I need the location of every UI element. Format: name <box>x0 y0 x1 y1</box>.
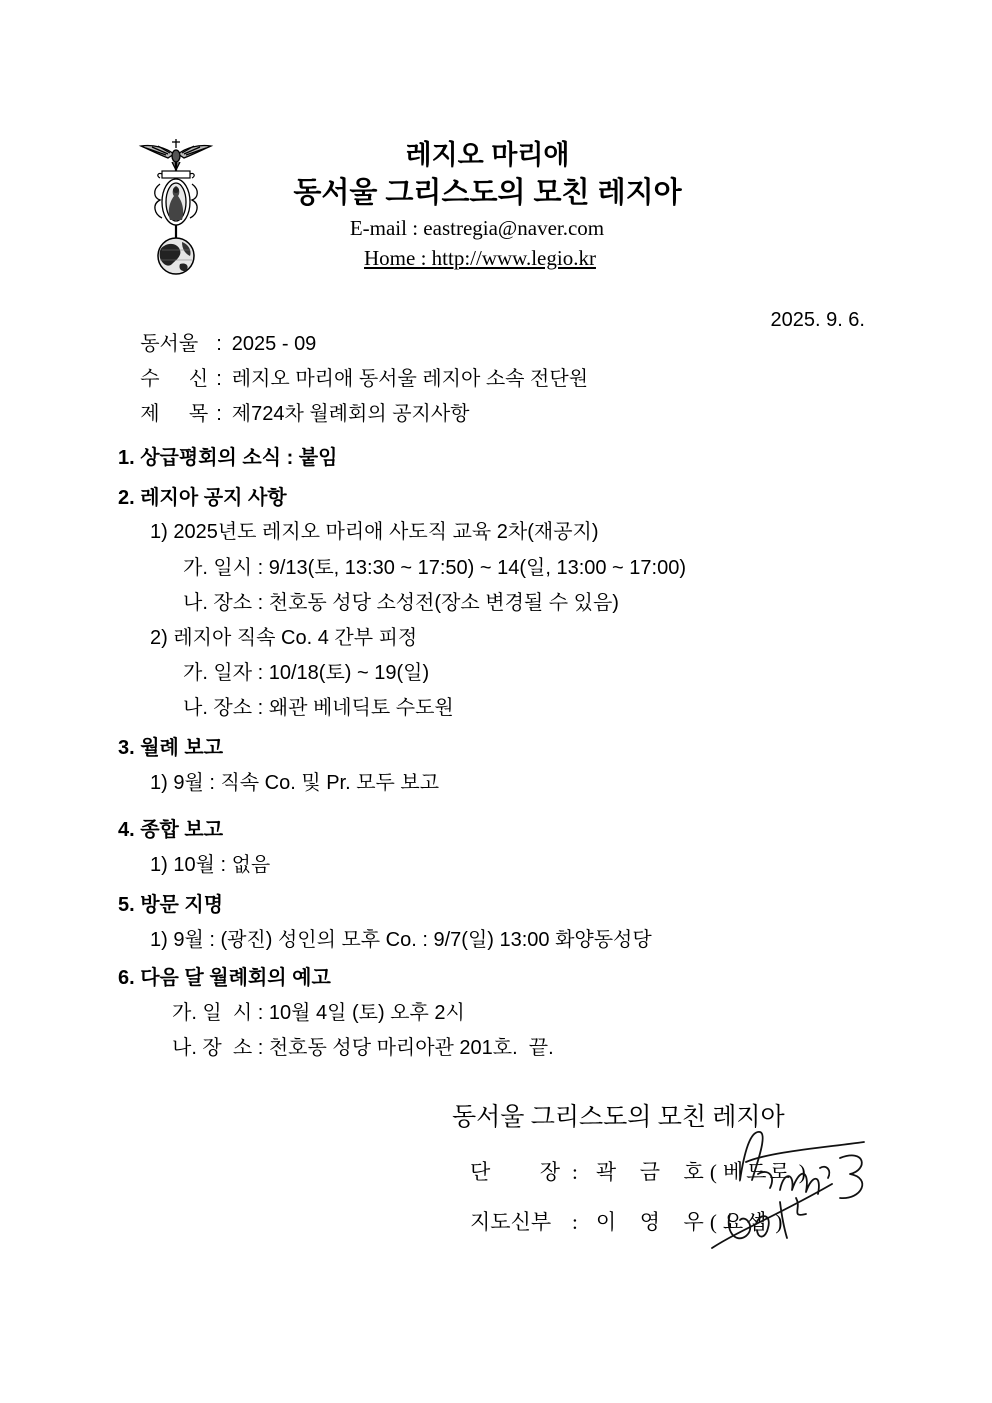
title-line1: 레지오 마리애 <box>405 140 570 170</box>
signatory-name: 곽 금 호 <box>595 1160 704 1184</box>
ref-separator: : <box>216 333 222 355</box>
ref-line <box>118 308 317 355</box>
email-text: E-mail : eastregia@naver.com <box>349 216 605 240</box>
recipient-line <box>118 343 589 390</box>
list-item: 1) 9월 : 직속 Co. 및 Pr. 모두 보고 <box>150 772 440 794</box>
recipient-value: 레지오 마리애 동서울 레지아 소속 전단원 <box>231 368 589 390</box>
paren-close: ) <box>798 1160 806 1184</box>
section-heading: 3. 월례 보고 <box>118 737 224 759</box>
title-line2: 동서울 그리스도의 모친 레지아 <box>293 177 682 209</box>
signatory-name: 이 영 우 <box>595 1210 704 1234</box>
signatory-separator: : <box>572 1210 578 1234</box>
subject-separator: : <box>216 403 222 425</box>
signatory-role: 지도신부 <box>470 1210 552 1234</box>
list-detail: 나. 장소 : 천호동 성당 소성전(장소 변경될 수 있음) <box>183 592 619 614</box>
recipient-label: 수 신 <box>140 368 209 390</box>
signatory-baptismal-name: 베드로 <box>722 1160 793 1184</box>
ref-label: 동서울 <box>140 333 199 355</box>
list-detail: 나. 장소 : 왜관 베네딕토 수도원 <box>183 697 454 719</box>
ref-value: 2025 - 09 <box>231 333 317 355</box>
section-heading: 5. 방문 지명 <box>118 894 224 916</box>
subject-value: 제724차 월례회의 공지사항 <box>231 403 470 425</box>
signatory-role: 단 장 <box>470 1160 560 1184</box>
signature-director <box>709 1184 832 1248</box>
signatory-baptismal-name: 요셉 <box>722 1210 770 1234</box>
recipient-separator: : <box>216 368 222 390</box>
document-date: 2025. 9. 6. <box>770 309 865 331</box>
list-item: 1) 9월 : (광진) 성인의 모후 Co. : 9/7(일) 13:00 화양동성당 <box>150 929 652 951</box>
section-heading: 1. 상급평회의 소식 : 붙임 <box>118 447 338 469</box>
subject-label: 제 목 <box>140 403 209 425</box>
section-heading: 6. 다음 달 월례회의 예고 <box>118 967 331 989</box>
paren-open: ( <box>709 1160 717 1184</box>
list-item: 2) 레지아 직속 Co. 4 간부 피정 <box>150 627 418 649</box>
home-line <box>0 245 960 271</box>
list-detail: 가. 일자 : 10/18(토) ~ 19(일) <box>183 662 430 684</box>
handwritten-signatures <box>700 1118 880 1258</box>
paren-close: ) <box>775 1210 783 1234</box>
list-item: 1) 10월 : 없음 <box>150 854 271 876</box>
section-heading: 2. 레지아 공지 사항 <box>118 487 287 509</box>
closing-organization: 동서울 그리스도의 모친 레지아 <box>452 1104 785 1131</box>
list-detail: 가. 일 시 : 10월 4일 (토) 오후 2시 <box>172 1002 465 1024</box>
list-detail: 가. 일시 : 9/13(토, 13:30 ~ 17:50) ~ 14(일, 13:00 ~ 17:00) <box>183 557 686 579</box>
signature-leader <box>740 1132 864 1198</box>
subject-line <box>118 378 470 425</box>
home-link[interactable]: Home : http://www.legio.kr <box>364 246 596 270</box>
list-detail: 나. 장 소 : 천호동 성당 마리아관 201호. 끝. <box>172 1037 554 1059</box>
paren-open: ( <box>709 1210 717 1234</box>
signatory-separator: : <box>572 1160 578 1184</box>
section-heading: 4. 종합 보고 <box>118 819 224 841</box>
list-item: 1) 2025년도 레지오 마리애 사도직 교육 2차(재공지) <box>150 521 599 543</box>
